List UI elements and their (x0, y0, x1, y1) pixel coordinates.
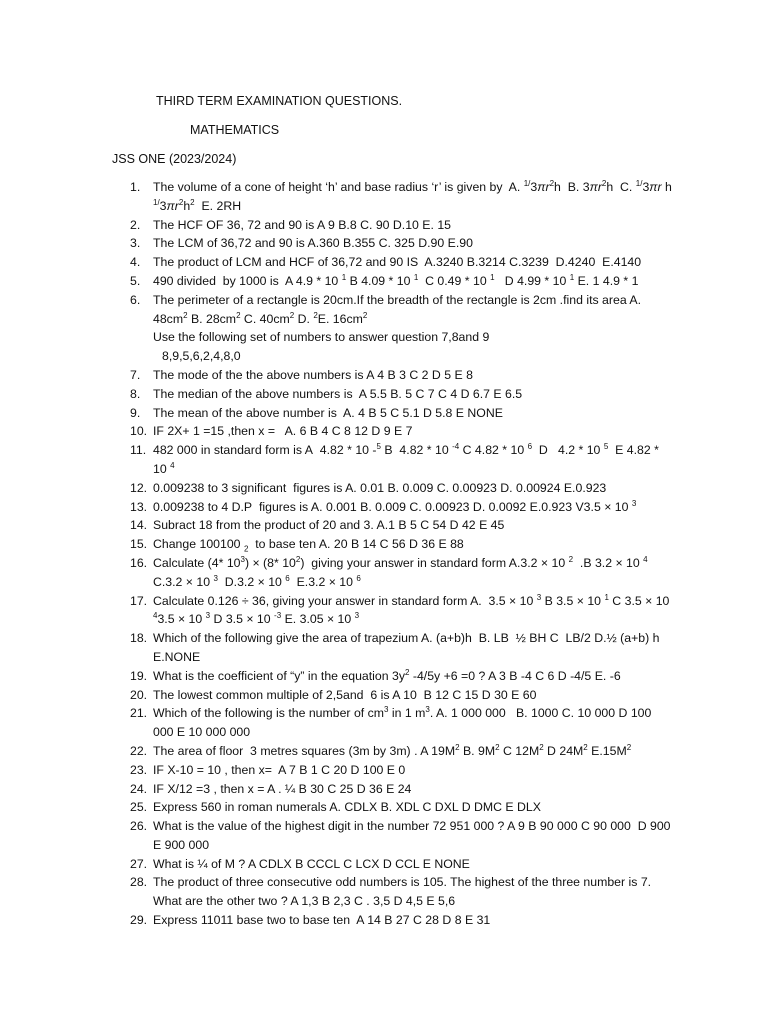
question-number: 6. (130, 292, 141, 307)
question-number: 4. (130, 255, 141, 270)
question-text: The area of floor 3 metres squares (3m by 3m) . A $19M^2$ B. $9M^2$ C $12M^2$ D $24M^2$ $E.15M^2$ (153, 742, 632, 758)
question-item (0, 667, 768, 686)
question-number: 16. (130, 555, 148, 570)
question-number: 10. (130, 424, 148, 439)
question-item (0, 535, 768, 554)
question-item (0, 498, 768, 517)
question-item (0, 253, 768, 272)
question-text: 0.009238 to 4 D.P figures is A. 0.001 B. 0.009 C. 0.00923 D. 0.0092 E.0.923 V3.5 × 10 $^3$ (153, 498, 637, 514)
question-item (0, 516, 768, 535)
question-number: 21. (130, 706, 148, 721)
question-text: Change 100100 $_2$ to base ten A. 20 B 14 C 56 D 36 E 88 (153, 537, 464, 554)
question-number: 20. (130, 687, 148, 702)
question-item (0, 385, 768, 404)
question-text: The median of the above numbers is A 5.5 B. 5 C 7 C 4 D 6.7 E 6.5 (153, 386, 523, 401)
question-text: Which of the following give the area of trapezium A. (a+b)h B. LB ½ BH C LB/2 D.½ (a+b) h E.NONE (153, 631, 660, 664)
question-number: 11. (130, 443, 147, 458)
question-number: 1. (130, 180, 141, 194)
question-number: 25. (130, 800, 148, 815)
question-item (0, 441, 768, 479)
question-text: Subract 18 from the product of 20 and 3. A.1 B 5 C 54 D 42 E 45 (153, 518, 505, 533)
question-text: The perimeter of a rectangle is 20cm.If the breadth of the rectangle is 2cm .find its area A. $48cm^2$ B. $28cm^2$ C. $40cm^2$ D. $^2$E. $16cm^2$ (153, 292, 642, 326)
question-item (0, 178, 768, 216)
question-item (0, 592, 768, 630)
question-text: Calculate (4* $10^3) \times (8*$ $10^2$) giving your answer in standard form A.3.2 × 10 $^2$ .B 3.2 × 10 $^4$ C.3.2 × 10 $^3$ D.3.2 × 10 $^6$ E.3.2 × 10 $^6$ (153, 554, 648, 589)
question-text: IF 2X+ 1 =15 ,then x = A. 6 B 4 C 8 12 D 9 E 7 (153, 424, 413, 439)
question-number: 3. (130, 236, 141, 251)
question-item (0, 554, 768, 592)
question-item (0, 629, 768, 667)
question-text: The lowest common multiple of 2,5and 6 is A 10 B 12 C 15 D 30 E 60 (153, 687, 537, 702)
question-number: 15. (130, 537, 148, 552)
number-set: 8,9,5,6,2,4,8,0 (162, 349, 241, 364)
question-number: 14. (130, 518, 148, 533)
question-item (0, 742, 768, 761)
question-item (0, 686, 768, 705)
question-item (0, 817, 768, 855)
question-text: 482 000 in standard form is A 4.82 * 10 -$^5$ B 4.82 * 10 $^{-4}$ C 4.82 * 10 $^6$ D 4.2 * 10 $^5$ E 4.82 * 10 $^4$ (153, 442, 659, 476)
question-number: 5. (130, 273, 141, 288)
question-item (0, 911, 768, 930)
question-item (0, 798, 768, 817)
class-label: JSS ONE (2023/2024) (112, 152, 237, 166)
question-item (0, 404, 768, 423)
question-number: 13. (130, 499, 148, 514)
question-number: 29. (130, 913, 148, 928)
question-text: The volume of a cone of height ‘h’ and base radius ‘r’ is given by A. $^{1/}3\pi r^2h$ B. $3\pi r^2h$ C. $^{1/}$3πr h $^{1/}3\pi r^2h^2$ E. 2RH (153, 178, 672, 213)
question-text: The mean of the above number is A. 4 B 5 C 5.1 D 5.8 E NONE (153, 405, 503, 420)
question-number: 19. (130, 668, 148, 683)
question-item (0, 234, 768, 253)
question-number: 26. (130, 819, 148, 834)
exam-title: THIRD TERM EXAMINATION QUESTIONS. (156, 94, 403, 108)
question-item (0, 291, 768, 329)
instruction-text: Use the following set of numbers to answer question 7,8and 9 (153, 330, 490, 345)
question-text: IF X-10 = 10 , then x= A 7 B 1 C 20 D 100 E 0 (153, 762, 406, 777)
question-number: 24. (130, 781, 148, 796)
question-text: What is the coefficient of “y” in the equation $3y^2$ -4/5y +6 =0 ? A 3 B -4 C 6 D -4/5 E. -6 (153, 667, 621, 683)
question-number: 18. (130, 631, 148, 646)
question-text: What is the value of the highest digit in the number 72 951 000 ? A 9 B 90 000 C 90 000 D 900 E 900 000 (153, 819, 671, 852)
question-number: 28. (130, 875, 148, 890)
question-text: Calculate 0.126 ÷ 36, giving your answer in standard form A. 3.5 × 10 $^3$ B 3.5 × 10 $^1$ C 3.5 × 10 $^4$3.5 × 10 $^3$ D 3.5 × 10 $^{-3}$ E. 3.05 × 10 $^3$ (153, 592, 670, 627)
question-item (0, 761, 768, 780)
question-text: What is ¼ of M ? A CDLX B CCCL C LCX D CCL E NONE (153, 856, 470, 871)
question-item (0, 855, 768, 874)
subject-heading: MATHEMATICS (190, 123, 280, 137)
question-number: 23. (130, 762, 148, 777)
question-list (0, 178, 768, 930)
question-text: The mode of the the above numbers is A 4 B 3 C 2 D 5 E 8 (153, 367, 473, 382)
question-text: The LCM of 36,72 and 90 is A.360 B.355 C. 325 D.90 E.90 (153, 236, 473, 251)
question-number: 22. (130, 743, 148, 758)
question-number: 27. (130, 856, 148, 871)
question-item (0, 479, 768, 498)
question-text: Express 11011 base two to base ten A 14 B 27 C 28 D 8 E 31 (153, 913, 491, 928)
question-text: 0.009238 to 3 significant figures is A. 0.01 B. 0.009 C. 0.00923 D. 0.00924 E.0.923 (153, 480, 607, 495)
question-number: 2. (130, 217, 141, 232)
question-number: 8. (130, 386, 141, 401)
question-item (0, 366, 768, 385)
question-text: IF X/12 =3 , then x = A . ¼ B 30 C 25 D 36 E 24 (153, 781, 412, 796)
question-number: 12. (130, 480, 148, 495)
question-number: 7. (130, 367, 141, 382)
question-item (0, 704, 768, 742)
question-text: The HCF OF 36, 72 and 90 is A 9 B.8 C. 90 D.10 E. 15 (153, 217, 452, 232)
question-number: 17. (130, 593, 148, 608)
question-item (0, 422, 768, 441)
question-item (0, 216, 768, 235)
question-text: 490 divided by 1000 is A 4.9 * 10 $^1$ B 4.09 * 10 $^1$ C 0.49 * 10 $^1$ D 4.99 * 10 $^1$ E. 1 4.9 * 1 (153, 272, 639, 288)
question-item (0, 873, 768, 911)
question-text: Which of the following is the number of $cm^3$ in 1 $m^3$. A. 1 000 000 B. 1000 C. 10 000 D 100 000 E 10 000 000 (153, 705, 652, 740)
question-item (0, 272, 768, 291)
question-item (0, 780, 768, 799)
question-number: 9. (130, 405, 141, 420)
question-text: The product of LCM and HCF of 36,72 and 90 IS A.3240 B.3214 C.3239 D.4240 E.4140 (153, 255, 642, 270)
question-text: Express 560 in roman numerals A. CDLX B. XDL C DXL D DMC E DLX (153, 800, 541, 815)
question-text: The product of three consecutive odd numbers is 105. The highest of the three number is 7. What are the other two ? A 1,3 B 2,3 C . 3,5 D 4,5 E 5,6 (153, 875, 652, 909)
